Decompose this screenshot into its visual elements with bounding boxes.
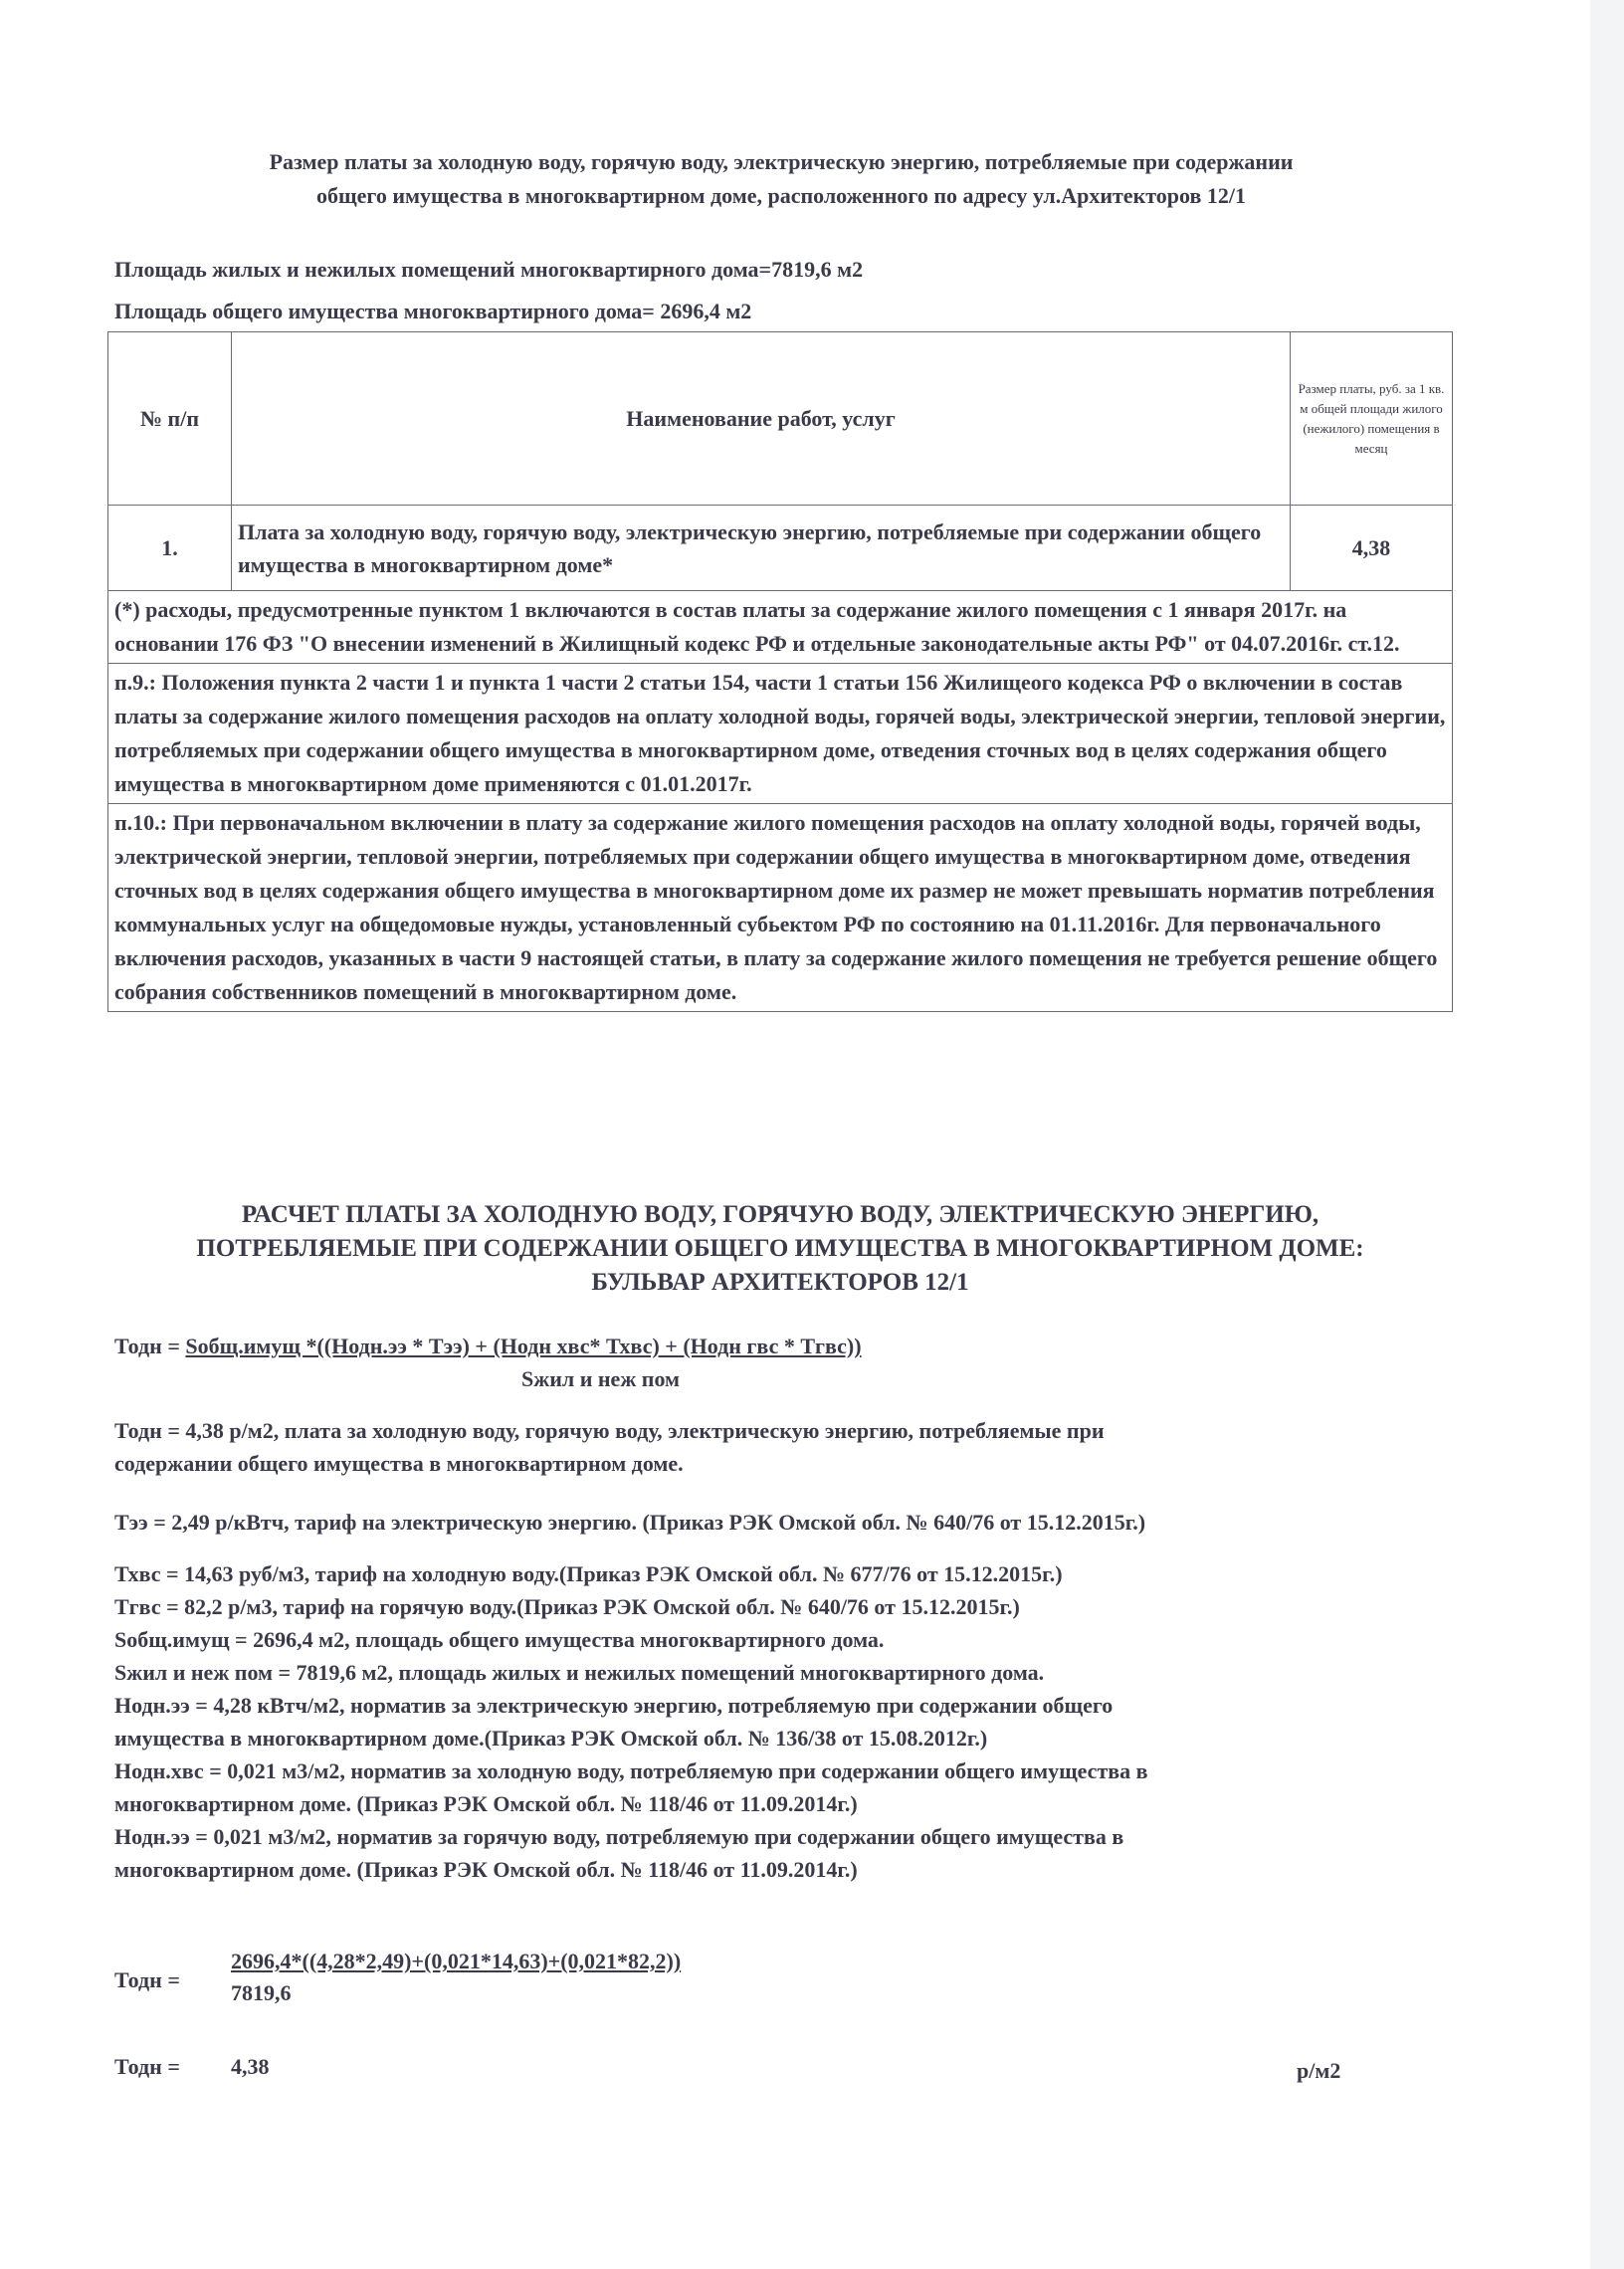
substitution-numerator: 2696,4*((4,28*2,49)+(0,021*14,63)+(0,021*82,2))	[231, 1949, 682, 1973]
calc-title-line-3: БУЛЬВАР АРХИТЕКТОРОВ 12/1	[591, 1269, 969, 1296]
row-number: 1.	[108, 506, 232, 591]
row-value: 4,38	[1291, 506, 1453, 591]
col-name-header: Наименование работ, услуг	[232, 332, 1291, 506]
ngvs-definition-1: Нодн.ээ = 0,021 м3/м2, норматив за горячую воду, потребляемую при содержании общего имущества в	[114, 1824, 1124, 1849]
common-area-line: Площадь общего имущества многоквартирного дома= 2696,4 м2	[114, 299, 752, 323]
calc-title-line-2: ПОТРЕБЛЯЕМЫЕ ПРИ СОДЕРЖАНИИ ОБЩЕГО ИМУЩЕСТВА В МНОГОКВАРТИРНОМ ДОМЕ:	[196, 1235, 1364, 1262]
header-line-1: Размер платы за холодную воду, горячую воду, электрическую энергию, потребляемые при содержании	[269, 149, 1294, 174]
note-1: (*) расходы, предусмотренные пунктом 1 включаются в состав платы за содержание жилого помещения с 1 января 2017г. на основании 176 ФЗ "О внесении изменений в Жилищный кодекс РФ и отдельные законодательные акты РФ" от 04.07.2016г. ст.12.	[108, 591, 1453, 664]
formula-numerator: Sобщ.имущ *((Нодн.ээ * Тээ) + (Нодн хвс* Тхвс) + (Нодн гвс * Тгвс))	[185, 1334, 862, 1358]
t-definition-2: содержании общего имущества в многоквартирном доме.	[114, 1451, 684, 1476]
sobsh-definition: Sобщ.имущ = 2696,4 м2, площадь общего имущества многоквартирного дома.	[114, 1627, 885, 1652]
tariff-table	[107, 331, 1453, 1012]
calc-title-line-1: РАСЧЕТ ПЛАТЫ ЗА ХОЛОДНУЮ ВОДУ, ГОРЯЧУЮ ВОДУ, ЭЛЕКТРИЧЕСКУЮ ЭНЕРГИЮ,	[241, 1201, 1320, 1228]
szhil-definition: Sжил и неж пом = 7819,6 м2, площадь жилых и нежилых помещений многоквартирного дома.	[114, 1660, 1045, 1685]
substitution-lhs: Тодн =	[114, 1967, 180, 1992]
formula-denominator: Sжил и неж пом	[521, 1366, 681, 1391]
row-service-name: Плата за холодную воду, горячую воду, электрическую энергию, потребляемые при содержании общего имущества в многоквартирном доме*	[232, 506, 1291, 591]
calculation-title	[107, 1198, 1453, 1300]
col-size-header	[1291, 332, 1453, 506]
note-row-3	[108, 804, 1453, 1012]
note-row-1	[108, 591, 1453, 664]
note-2: п.9.: Положения пункта 2 части 1 и пункта 1 части 2 статьи 154, части 1 статьи 156 Жилищеого кодекса РФ о включении в состав платы за содержание жилого помещения расходов на оплату холодной воды, горячей воды, электрической энергии, тепловой энергии, потребляемых при содержании общего имущества в многоквартирном доме, отведения сточных вод в целях содержания общего имущества в многоквартирном доме применяются с 01.01.2017г.	[108, 664, 1453, 804]
nxvs-definition-2: многоквартирном доме. (Приказ РЭК Омской обл. № 118/46 от 11.09.2014г.)	[114, 1791, 858, 1816]
result-unit: р/м2	[1297, 2058, 1341, 2083]
col-num-header: № п/п	[108, 332, 232, 506]
result-lhs: Тодн =	[114, 2054, 180, 2079]
txvs-definition: Тхвс = 14,63 руб/м3, тариф на холодную воду.(Приказ РЭК Омской обл. № 677/76 от 15.12.2015г.)	[114, 1561, 1063, 1586]
nee-definition-1: Нодн.ээ = 4,28 кВтч/м2, норматив за электрическую энергию, потребляемую при содержании общего	[114, 1693, 1114, 1718]
general-formula	[114, 1330, 1458, 1362]
note-3: п.10.: При первоначальном включении в плату за содержание жилого помещения расходов на оплату холодной воды, горячей воды, электрической энергии, тепловой энергии, потребляемых при содержании общего имущества в многоквартирном доме, отведения сточных вод в целях содержания общего имущества в многоквартирном доме их размер не может превышать норматив потребления коммунальных услуг на общедомовые нужды, установленный субьектом РФ по состоянию на 01.11.2016г. Для первоначального включения расходов, указанных в части 9 настоящей статьи, в плату за содержание жилого помещения не требуется решение общего собрания собственников помещений в многоквартирном доме.	[108, 804, 1453, 1012]
ngvs-definition-2: многоквартирном доме. (Приказ РЭК Омской обл. № 118/46 от 11.09.2014г.)	[114, 1857, 858, 1882]
note-row-2	[108, 664, 1453, 804]
scan-edge	[1590, 0, 1624, 2269]
result-value: 4,38	[231, 2054, 270, 2079]
document-header	[109, 145, 1453, 213]
formula-lhs: Тодн =	[114, 1334, 186, 1358]
substitution-denominator: 7819,6	[231, 1980, 292, 2005]
table-header-row	[108, 332, 1453, 506]
tgvs-definition: Тгвс = 82,2 р/м3, тариф на горячую воду.(Приказ РЭК Омской обл. № 640/76 от 15.12.2015г.)	[114, 1594, 1020, 1619]
nee-definition-2: имущества в многоквартирном доме.(Приказ РЭК Омской обл. № 136/38 от 15.08.2012г.)	[114, 1726, 988, 1751]
t-definition-1: Тодн = 4,38 р/м2, плата за холодную воду, горячую воду, электрическую энергию, потребляемые при	[114, 1418, 1105, 1443]
living-area-line: Площадь жилых и нежилых помещений многоквартирного дома=7819,6 м2	[114, 257, 864, 282]
tee-definition: Тээ = 2,49 р/кВтч, тариф на электрическую энергию. (Приказ РЭК Омской обл. № 640/76 от 15.12.2015г.)	[114, 1510, 1146, 1535]
col-size-label: Размер платы, руб. за 1 кв. м общей площади жилого (нежилого) помещения в месяц	[1298, 380, 1445, 456]
nxvs-definition-1: Нодн.хвс = 0,021 м3/м2, норматив за холодную воду, потребляемую при содержании общего имущества в	[114, 1758, 1148, 1783]
table-row	[108, 506, 1453, 591]
header-line-2: общего имущества в многоквартирном доме, расположенного по адресу ул.Архитекторов 12/1	[316, 183, 1246, 208]
